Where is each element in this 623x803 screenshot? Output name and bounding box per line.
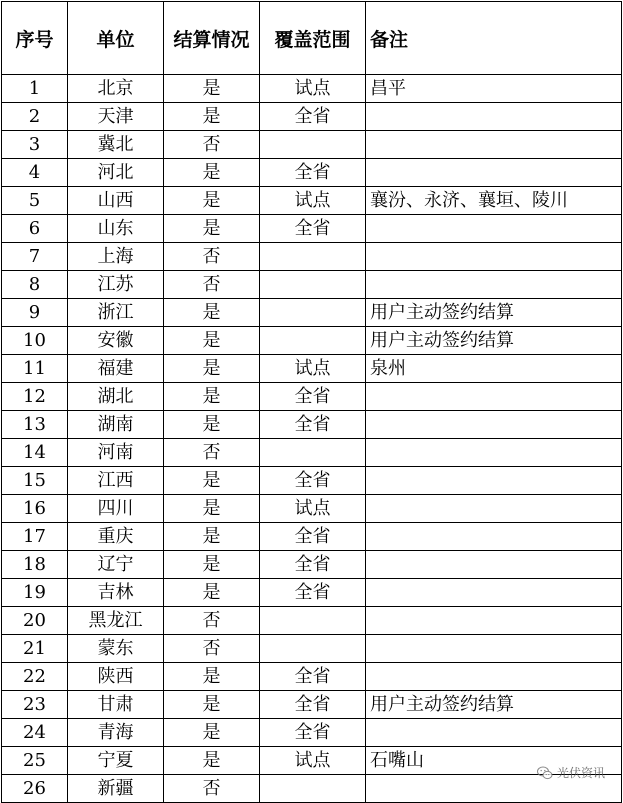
cell-coverage: 全省 [260,523,366,551]
cell-coverage [260,271,366,299]
cell-index: 10 [2,327,68,355]
cell-settlement: 是 [164,551,260,579]
cell-index: 20 [2,607,68,635]
cell-index: 26 [2,775,68,803]
cell-settlement: 是 [164,355,260,383]
cell-index: 18 [2,551,68,579]
cell-note [366,131,622,159]
cell-index: 11 [2,355,68,383]
cell-note [366,663,622,691]
table-row [2,775,622,803]
cell-coverage: 试点 [260,187,366,215]
cell-index: 17 [2,523,68,551]
cell-settlement: 是 [164,579,260,607]
table-row [2,635,622,663]
cell-settlement: 否 [164,271,260,299]
table-row [2,579,622,607]
cell-coverage: 全省 [260,103,366,131]
cell-index: 9 [2,299,68,327]
table-row [2,75,622,103]
cell-note: 泉州 [366,355,622,383]
cell-note [366,439,622,467]
cell-unit: 河北 [68,159,164,187]
table-row [2,383,622,411]
cell-settlement: 是 [164,523,260,551]
cell-index: 5 [2,187,68,215]
cell-settlement: 是 [164,103,260,131]
cell-note: 昌平 [366,75,622,103]
cell-settlement: 是 [164,411,260,439]
cell-index: 3 [2,131,68,159]
cell-coverage: 全省 [260,159,366,187]
cell-unit: 黑龙江 [68,607,164,635]
cell-coverage [260,131,366,159]
cell-coverage: 试点 [260,75,366,103]
cell-unit: 湖北 [68,383,164,411]
cell-index: 2 [2,103,68,131]
cell-coverage: 试点 [260,355,366,383]
cell-settlement: 是 [164,719,260,747]
header-note: 备注 [366,2,622,75]
cell-settlement: 是 [164,187,260,215]
cell-index: 4 [2,159,68,187]
cell-unit: 北京 [68,75,164,103]
cell-index: 13 [2,411,68,439]
cell-index: 22 [2,663,68,691]
cell-note: 用户主动签约结算 [366,327,622,355]
cell-index: 25 [2,747,68,775]
cell-index: 21 [2,635,68,663]
table-row [2,607,622,635]
cell-unit: 蒙东 [68,635,164,663]
cell-unit: 江苏 [68,271,164,299]
cell-settlement: 否 [164,635,260,663]
table-row [2,663,622,691]
cell-index: 8 [2,271,68,299]
cell-unit: 陕西 [68,663,164,691]
header-coverage: 覆盖范围 [260,2,366,75]
cell-index: 7 [2,243,68,271]
cell-unit: 江西 [68,467,164,495]
cell-coverage: 全省 [260,663,366,691]
header-settlement: 结算情况 [164,2,260,75]
watermark [537,764,605,781]
cell-settlement: 是 [164,495,260,523]
table-row [2,159,622,187]
table-row [2,187,622,215]
table-row [2,551,622,579]
cell-unit: 吉林 [68,579,164,607]
cell-note [366,383,622,411]
cell-settlement: 是 [164,159,260,187]
cell-unit: 上海 [68,243,164,271]
cell-unit: 宁夏 [68,747,164,775]
cell-unit: 河南 [68,439,164,467]
header-unit: 单位 [68,2,164,75]
table-body [2,75,622,803]
cell-coverage: 试点 [260,747,366,775]
cell-coverage: 全省 [260,691,366,719]
cell-settlement: 是 [164,663,260,691]
cell-note [366,607,622,635]
cell-note: 用户主动签约结算 [366,299,622,327]
cell-note [366,719,622,747]
cell-index: 6 [2,215,68,243]
cell-coverage: 全省 [260,215,366,243]
cell-note [366,495,622,523]
table-row [2,355,622,383]
table-row [2,467,622,495]
cell-index: 12 [2,383,68,411]
cell-note [366,635,622,663]
cell-index: 15 [2,467,68,495]
cell-note [366,411,622,439]
cell-settlement: 是 [164,383,260,411]
cell-coverage [260,243,366,271]
cell-note [366,551,622,579]
table-row [2,439,622,467]
cell-unit: 天津 [68,103,164,131]
cell-coverage [260,439,366,467]
cell-coverage: 全省 [260,719,366,747]
cell-coverage [260,635,366,663]
cell-index: 23 [2,691,68,719]
cell-unit: 四川 [68,495,164,523]
cell-coverage [260,607,366,635]
cell-settlement: 是 [164,327,260,355]
table-row [2,691,622,719]
cell-unit: 重庆 [68,523,164,551]
cell-note [366,579,622,607]
table-row [2,747,622,775]
cell-settlement: 否 [164,243,260,271]
cell-settlement: 否 [164,775,260,803]
table-row [2,495,622,523]
table-row [2,299,622,327]
table-row [2,411,622,439]
cell-index: 1 [2,75,68,103]
cell-unit: 甘肃 [68,691,164,719]
table-row [2,131,622,159]
cell-coverage [260,299,366,327]
header-row [2,2,622,75]
cell-settlement: 否 [164,607,260,635]
cell-settlement: 是 [164,215,260,243]
table-row [2,215,622,243]
cell-settlement: 是 [164,299,260,327]
cell-note [366,467,622,495]
cell-settlement: 否 [164,131,260,159]
table-row [2,327,622,355]
cell-unit: 冀北 [68,131,164,159]
cell-note [366,215,622,243]
cell-coverage: 全省 [260,551,366,579]
cell-note [366,243,622,271]
cell-settlement: 是 [164,75,260,103]
table-row [2,523,622,551]
cell-note: 用户主动签约结算 [366,691,622,719]
cell-unit: 浙江 [68,299,164,327]
table-row [2,719,622,747]
cell-unit: 福建 [68,355,164,383]
table-row [2,243,622,271]
cell-coverage: 全省 [260,383,366,411]
cell-settlement: 是 [164,747,260,775]
table-row [2,271,622,299]
settlement-table [1,1,622,803]
cell-unit: 新疆 [68,775,164,803]
cell-coverage: 全省 [260,411,366,439]
cell-unit: 山西 [68,187,164,215]
cell-coverage: 全省 [260,467,366,495]
cell-coverage: 全省 [260,579,366,607]
cell-note: 襄汾、永济、襄垣、陵川 [366,187,622,215]
cell-note [366,523,622,551]
cell-unit: 青海 [68,719,164,747]
cell-note [366,159,622,187]
cell-note: 石嘴山 [366,747,622,775]
cell-coverage [260,327,366,355]
cell-unit: 湖南 [68,411,164,439]
cell-coverage: 试点 [260,495,366,523]
cell-index: 24 [2,719,68,747]
cell-unit: 安徽 [68,327,164,355]
table-row [2,103,622,131]
cell-settlement: 是 [164,691,260,719]
cell-settlement: 否 [164,439,260,467]
cell-index: 19 [2,579,68,607]
cell-unit: 辽宁 [68,551,164,579]
cell-index: 14 [2,439,68,467]
cell-settlement: 是 [164,467,260,495]
header-index: 序号 [2,2,68,75]
cell-note [366,271,622,299]
wechat-icon [537,766,553,780]
watermark-text: 光伏资讯 [556,766,605,780]
cell-index: 16 [2,495,68,523]
cell-coverage [260,775,366,803]
cell-unit: 山东 [68,215,164,243]
cell-note [366,103,622,131]
